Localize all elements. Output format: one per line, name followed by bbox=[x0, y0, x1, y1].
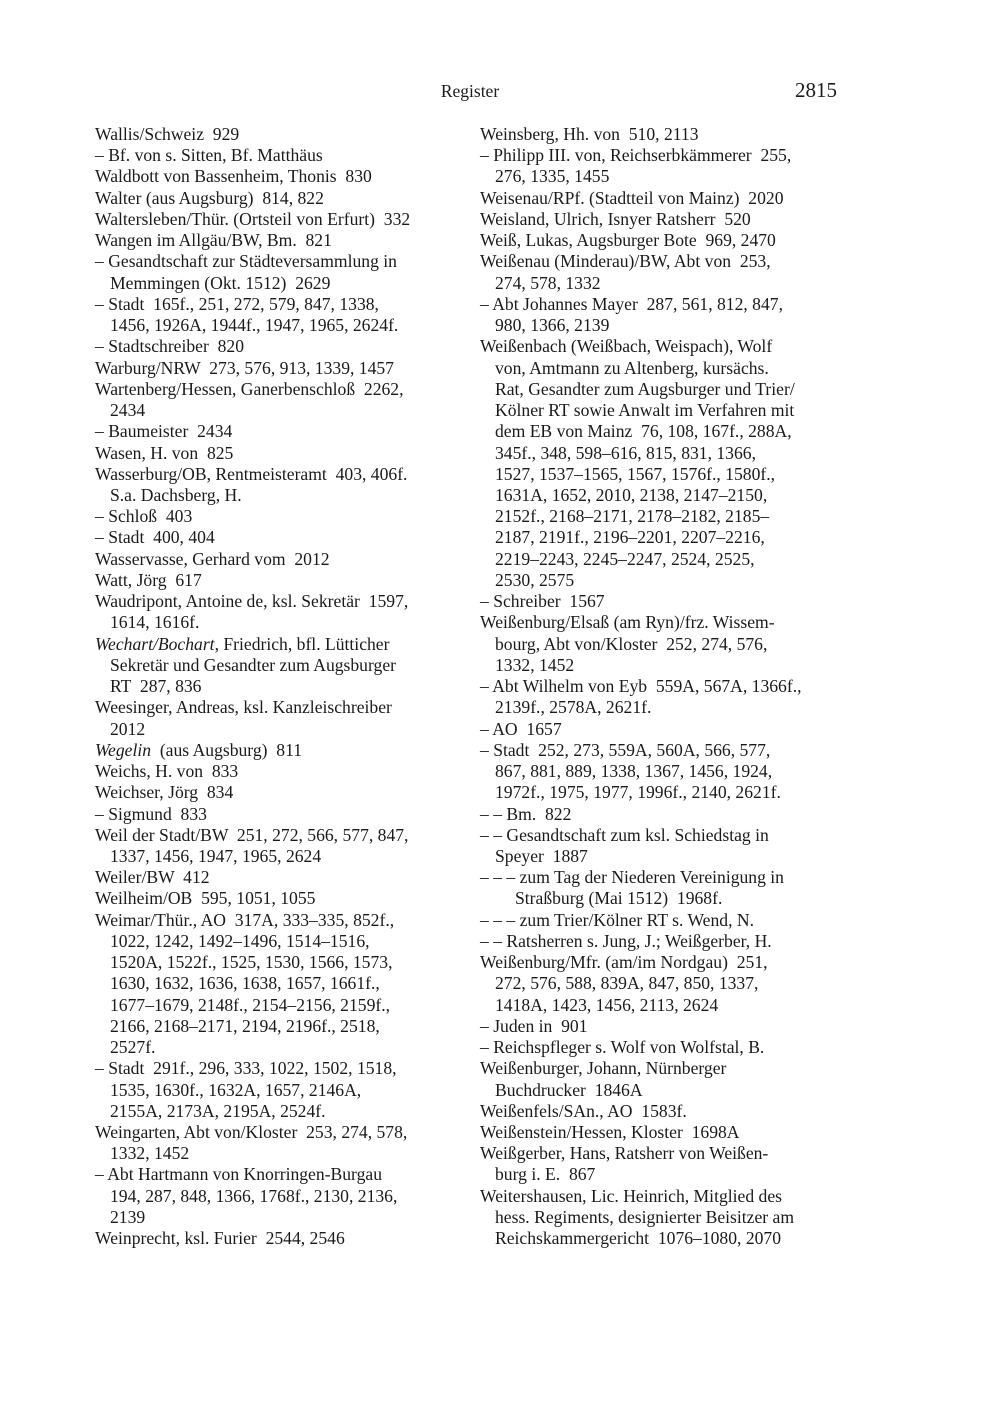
entry-text: Weiler/BW 412 bbox=[95, 867, 210, 888]
entry-text: Watt, Jörg 617 bbox=[95, 569, 202, 590]
index-entry-continuation bbox=[480, 464, 802, 485]
index-entry bbox=[95, 336, 410, 357]
entry-text: 276, 1335, 1455 bbox=[495, 166, 610, 187]
index-entry-continuation bbox=[480, 888, 802, 909]
entry-text: hess. Regiments, designierter Beisitzer am bbox=[495, 1206, 795, 1227]
index-entry-continuation bbox=[480, 761, 802, 782]
index-entry bbox=[95, 188, 410, 209]
index-entry bbox=[95, 379, 410, 400]
index-entry-continuation bbox=[480, 782, 802, 803]
index-entry bbox=[480, 740, 802, 761]
index-entry bbox=[95, 1228, 410, 1249]
index-entry bbox=[95, 145, 410, 166]
index-entry bbox=[480, 931, 802, 952]
index-entry bbox=[95, 761, 410, 782]
entry-text: 274, 578, 1332 bbox=[495, 272, 601, 293]
entry-text: Memmingen (Okt. 1512) 2629 bbox=[110, 272, 331, 293]
index-entry-continuation bbox=[480, 443, 802, 464]
entry-text: – Stadt 252, 273, 559A, 560A, 566, 577, bbox=[480, 739, 771, 760]
entry-text: Waldbott von Bassenheim, Thonis 830 bbox=[95, 166, 372, 187]
index-entry bbox=[95, 867, 410, 888]
entry-text: Speyer 1887 bbox=[495, 845, 588, 866]
entry-text: Weißenburger, Johann, Nürnberger bbox=[480, 1058, 727, 1079]
entry-text: 2527f. bbox=[110, 1037, 156, 1058]
index-entry bbox=[480, 188, 802, 209]
index-entry-continuation bbox=[480, 1080, 802, 1101]
entry-text: – Sigmund 833 bbox=[95, 803, 207, 824]
entry-text: 1527, 1537–1565, 1567, 1576f., 1580f., bbox=[495, 463, 776, 484]
index-entry bbox=[95, 527, 410, 548]
entry-text: Weinsberg, Hh. von 510, 2113 bbox=[480, 124, 699, 144]
entry-text: Buchdrucker 1846A bbox=[495, 1079, 643, 1100]
entry-text: 1677–1679, 2148f., 2154–2156, 2159f., bbox=[110, 994, 391, 1015]
index-entry bbox=[480, 336, 802, 357]
entry-text: Rat, Gesandter zum Augsburger und Trier/ bbox=[495, 378, 795, 399]
entry-text: 1535, 1630f., 1632A, 1657, 2146A, bbox=[110, 1079, 362, 1100]
entry-text: Wasservasse, Gerhard vom 2012 bbox=[95, 548, 330, 569]
entry-text: – Juden in 901 bbox=[480, 1015, 588, 1036]
entry-text: S.a. Dachsberg, H. bbox=[110, 484, 242, 505]
entry-text: – Gesandtschaft zur Städteversammlung in bbox=[95, 251, 397, 272]
index-column-right bbox=[480, 124, 802, 1249]
index-entry bbox=[95, 570, 410, 591]
index-entry-continuation bbox=[95, 273, 410, 294]
entry-text: Waudripont, Antoine de, ksl. Sekretär 1597, bbox=[95, 591, 409, 612]
index-entry bbox=[480, 209, 802, 230]
entry-text: – Stadtschreiber 820 bbox=[95, 336, 245, 357]
index-entry-continuation bbox=[95, 612, 410, 633]
index-entry-continuation bbox=[95, 931, 410, 952]
index-entry-continuation bbox=[480, 400, 802, 421]
entry-text: Weißenstein/Hessen, Kloster 1698A bbox=[480, 1122, 740, 1143]
entry-text: , Friedrich, bfl. Lütticher bbox=[214, 633, 390, 654]
index-entry-continuation bbox=[480, 1164, 802, 1185]
index-entry bbox=[480, 804, 802, 825]
entry-text: Weißenburg/Mfr. (am/im Nordgau) 251, bbox=[480, 952, 768, 973]
index-entry bbox=[480, 867, 802, 888]
index-entry-continuation bbox=[95, 1143, 410, 1164]
entry-text: 2152f., 2168–2171, 2178–2182, 2185– bbox=[495, 506, 770, 527]
entry-text: – Abt Wilhelm von Eyb 559A, 567A, 1366f., bbox=[480, 676, 802, 697]
entry-text: – Stadt 291f., 296, 333, 1022, 1502, 1518, bbox=[95, 1058, 397, 1079]
index-entry bbox=[480, 1101, 802, 1122]
index-entry bbox=[95, 1164, 410, 1185]
entry-text: Weißenbach (Weißbach, Weispach), Wolf bbox=[480, 336, 773, 357]
index-entry bbox=[95, 230, 410, 251]
entry-text: Weingarten, Abt von/Kloster 253, 274, 578, bbox=[95, 1122, 408, 1143]
entry-text: bourg, Abt von/Kloster 252, 274, 576, bbox=[495, 633, 768, 654]
index-entry-continuation bbox=[95, 1207, 410, 1228]
index-entry bbox=[480, 719, 802, 740]
index-entry bbox=[480, 251, 802, 272]
entry-text: Weisland, Ulrich, Isnyer Ratsherr 520 bbox=[480, 208, 751, 229]
entry-text: Weisenau/RPf. (Stadtteil von Mainz) 2020 bbox=[480, 187, 784, 208]
entry-text: 980, 1366, 2139 bbox=[495, 315, 610, 336]
index-entry bbox=[95, 124, 410, 145]
index-entry-continuation bbox=[480, 358, 802, 379]
index-entry-continuation bbox=[480, 485, 802, 506]
index-entry-continuation bbox=[480, 570, 802, 591]
entry-text: 867, 881, 889, 1338, 1367, 1456, 1924, bbox=[495, 761, 773, 782]
entry-text: 1631A, 1652, 2010, 2138, 2147–2150, bbox=[495, 484, 768, 505]
index-entry bbox=[95, 591, 410, 612]
entry-text: – Baumeister 2434 bbox=[95, 421, 233, 442]
entry-text: Weiß, Lukas, Augsburger Bote 969, 2470 bbox=[480, 230, 776, 251]
entry-text: – Schloß 403 bbox=[95, 506, 193, 527]
index-entry bbox=[95, 825, 410, 846]
page-number: 2815 bbox=[795, 78, 837, 102]
index-entry bbox=[95, 740, 410, 761]
entry-text: – Bf. von s. Sitten, Bf. Matthäus bbox=[95, 145, 323, 166]
index-entry bbox=[480, 1143, 802, 1164]
index-entry-continuation bbox=[95, 995, 410, 1016]
index-entry-continuation bbox=[480, 421, 802, 442]
index-entry-continuation bbox=[480, 634, 802, 655]
entry-text: – – Gesandtschaft zum ksl. Schiedstag in bbox=[480, 824, 769, 845]
entry-text: – – Ratsherren s. Jung, J.; Weißgerber, H. bbox=[480, 930, 772, 951]
index-entry-continuation bbox=[480, 846, 802, 867]
index-entry bbox=[95, 910, 410, 931]
index-entry bbox=[95, 294, 410, 315]
entry-text: Wallis/Schweiz 929 bbox=[95, 124, 240, 144]
index-entry bbox=[480, 230, 802, 251]
entry-text: 2166, 2168–2171, 2194, 2196f., 2518, bbox=[110, 1015, 380, 1036]
entry-text: 2139 bbox=[110, 1206, 146, 1227]
entry-text: Waltersleben/Thür. (Ortsteil von Erfurt) 332 bbox=[95, 208, 411, 229]
entry-text: – Stadt 400, 404 bbox=[95, 527, 215, 548]
entry-text: – Abt Hartmann von Knorringen-Burgau bbox=[95, 1164, 382, 1185]
entry-text: Weichs, H. von 833 bbox=[95, 761, 239, 782]
index-entry bbox=[95, 166, 410, 187]
index-entry bbox=[95, 506, 410, 527]
entry-text: 1332, 1452 bbox=[110, 1143, 190, 1164]
entry-text: Warburg/NRW 273, 576, 913, 1339, 1457 bbox=[95, 357, 394, 378]
entry-text: Weißenau (Minderau)/BW, Abt von 253, bbox=[480, 251, 771, 272]
entry-text: – Reichspfleger s. Wolf von Wolfstal, B. bbox=[480, 1037, 765, 1058]
index-entry-continuation bbox=[480, 166, 802, 187]
index-entry bbox=[95, 1058, 410, 1079]
index-entry-continuation bbox=[95, 676, 410, 697]
index-entry bbox=[480, 145, 802, 166]
index-entry bbox=[95, 421, 410, 442]
entry-text: – Philipp III. von, Reichserbkämmerer 255, bbox=[480, 145, 792, 166]
entry-text: Wangen im Allgäu/BW, Bm. 821 bbox=[95, 230, 332, 251]
index-entry-continuation bbox=[480, 973, 802, 994]
index-entry bbox=[480, 591, 802, 612]
index-entry bbox=[480, 952, 802, 973]
italic-name: Wegelin bbox=[95, 739, 152, 760]
italic-name: Wechart/Bochart bbox=[95, 633, 215, 654]
running-header: Register bbox=[440, 81, 500, 101]
index-entry-continuation bbox=[480, 315, 802, 336]
index-entry bbox=[95, 634, 410, 655]
entry-text: 2155A, 2173A, 2195A, 2524f. bbox=[110, 1100, 326, 1121]
index-entry-continuation bbox=[95, 846, 410, 867]
index-entry bbox=[95, 804, 410, 825]
index-entry-continuation bbox=[480, 995, 802, 1016]
index-entry bbox=[95, 697, 410, 718]
entry-text: Weil der Stadt/BW 251, 272, 566, 577, 847, bbox=[95, 824, 409, 845]
index-entry bbox=[95, 549, 410, 570]
entry-text: 2219–2243, 2245–2247, 2524, 2525, bbox=[495, 548, 755, 569]
index-entry bbox=[95, 358, 410, 379]
entry-text: 345f., 348, 598–616, 815, 831, 1366, bbox=[495, 442, 756, 463]
index-entry bbox=[95, 782, 410, 803]
index-entry-continuation bbox=[95, 719, 410, 740]
entry-text: – – Bm. 822 bbox=[480, 803, 572, 824]
entry-text: Weißgerber, Hans, Ratsherr von Weißen- bbox=[480, 1143, 769, 1164]
entry-text: von, Amtmann zu Altenberg, kursächs. bbox=[495, 357, 769, 378]
entry-text: – – – zum Tag der Niederen Vereinigung in bbox=[480, 867, 784, 888]
entry-text: 2434 bbox=[110, 400, 146, 421]
index-entry-continuation bbox=[480, 506, 802, 527]
index-entry bbox=[480, 124, 802, 145]
index-entry bbox=[480, 612, 802, 633]
index-entry-continuation bbox=[95, 973, 410, 994]
index-entry bbox=[95, 464, 410, 485]
entry-text: Kölner RT sowie Anwalt im Verfahren mit bbox=[495, 400, 795, 421]
index-entry bbox=[480, 1037, 802, 1058]
entry-text: 2187, 2191f., 2196–2201, 2207–2216, bbox=[495, 527, 765, 548]
index-entry bbox=[480, 910, 802, 931]
entry-text: Weißenburg/Elsaß (am Ryn)/frz. Wissem- bbox=[480, 612, 775, 633]
entry-text: 272, 576, 588, 839A, 847, 850, 1337, bbox=[495, 973, 759, 994]
entry-text: Weitershausen, Lic. Heinrich, Mitglied des bbox=[480, 1185, 782, 1206]
index-entry bbox=[480, 1016, 802, 1037]
entry-text: Weimar/Thür., AO 317A, 333–335, 852f., bbox=[95, 909, 395, 930]
entry-text: 1456, 1926A, 1944f., 1947, 1965, 2624f. bbox=[110, 315, 399, 336]
entry-text: 2530, 2575 bbox=[495, 569, 575, 590]
entry-text: Weinprecht, ksl. Furier 2544, 2546 bbox=[95, 1228, 345, 1249]
index-entry-continuation bbox=[95, 400, 410, 421]
index-entry bbox=[95, 209, 410, 230]
entry-text: 1337, 1456, 1947, 1965, 2624 bbox=[110, 845, 322, 866]
entry-text: 1614, 1616f. bbox=[110, 612, 200, 633]
entry-text: – – – zum Trier/Kölner RT s. Wend, N. bbox=[480, 909, 754, 930]
entry-text: (aus Augsburg) 811 bbox=[151, 739, 303, 760]
entry-text: – Schreiber 1567 bbox=[480, 591, 605, 612]
entry-text: Wartenberg/Hessen, Ganerbenschloß 2262, bbox=[95, 378, 404, 399]
index-entry bbox=[95, 1122, 410, 1143]
entry-text: Weesinger, Andreas, ksl. Kanzleischreiber bbox=[95, 697, 392, 718]
index-entry-continuation bbox=[480, 1228, 802, 1249]
index-entry-continuation bbox=[95, 1016, 410, 1037]
entry-text: Wasen, H. von 825 bbox=[95, 442, 234, 463]
entry-text: Sekretär und Gesandter zum Augsburger bbox=[110, 654, 396, 675]
index-entry-continuation bbox=[95, 1080, 410, 1101]
entry-text: Weichser, Jörg 834 bbox=[95, 782, 234, 803]
index-entry-continuation bbox=[95, 315, 410, 336]
index-entry-continuation bbox=[95, 1186, 410, 1207]
entry-text: – AO 1657 bbox=[480, 718, 562, 739]
entry-text: Walter (aus Augsburg) 814, 822 bbox=[95, 187, 324, 208]
index-entry-continuation bbox=[95, 485, 410, 506]
index-entry-continuation bbox=[95, 655, 410, 676]
index-entry bbox=[480, 294, 802, 315]
index-entry bbox=[480, 1122, 802, 1143]
index-entry bbox=[480, 1058, 802, 1079]
index-entry-continuation bbox=[480, 697, 802, 718]
entry-text: dem EB von Mainz 76, 108, 167f., 288A, bbox=[495, 421, 792, 442]
index-entry bbox=[95, 443, 410, 464]
index-entry bbox=[480, 1186, 802, 1207]
index-entry-continuation bbox=[95, 1101, 410, 1122]
index-entry bbox=[95, 888, 410, 909]
entry-text: Weilheim/OB 595, 1051, 1055 bbox=[95, 888, 316, 909]
index-entry bbox=[95, 251, 410, 272]
entry-text: 1520A, 1522f., 1525, 1530, 1566, 1573, bbox=[110, 952, 393, 973]
index-column-left bbox=[95, 124, 410, 1249]
entry-text: 2139f., 2578A, 2621f. bbox=[495, 697, 652, 718]
index-entry-continuation bbox=[480, 655, 802, 676]
entry-text: 2012 bbox=[110, 718, 146, 739]
index-entry-continuation bbox=[95, 1037, 410, 1058]
entry-text: RT 287, 836 bbox=[110, 676, 202, 697]
index-entry-continuation bbox=[480, 1207, 802, 1228]
entry-text: 1332, 1452 bbox=[495, 654, 575, 675]
entry-text: Straßburg (Mai 1512) 1968f. bbox=[515, 888, 723, 909]
entry-text: Reichskammergericht 1076–1080, 2070 bbox=[495, 1228, 782, 1249]
entry-text: – Stadt 165f., 251, 272, 579, 847, 1338, bbox=[95, 293, 379, 314]
entry-text: 1022, 1242, 1492–1496, 1514–1516, bbox=[110, 930, 370, 951]
index-entry bbox=[480, 825, 802, 846]
index-entry-continuation bbox=[480, 273, 802, 294]
index-entry-continuation bbox=[95, 952, 410, 973]
index-entry-continuation bbox=[480, 379, 802, 400]
index-entry-continuation bbox=[480, 549, 802, 570]
entry-text: Wasserburg/OB, Rentmeisteramt 403, 406f. bbox=[95, 463, 408, 484]
entry-text: Weißenfels/SAn., AO 1583f. bbox=[480, 1100, 687, 1121]
entry-text: 194, 287, 848, 1366, 1768f., 2130, 2136, bbox=[110, 1185, 398, 1206]
entry-text: – Abt Johannes Mayer 287, 561, 812, 847, bbox=[480, 293, 783, 314]
entry-text: 1418A, 1423, 1456, 2113, 2624 bbox=[495, 994, 719, 1015]
index-entry bbox=[480, 676, 802, 697]
entry-text: 1972f., 1975, 1977, 1996f., 2140, 2621f. bbox=[495, 782, 781, 803]
entry-text: burg i. E. 867 bbox=[495, 1164, 596, 1185]
entry-text: 1630, 1632, 1636, 1638, 1657, 1661f., bbox=[110, 973, 380, 994]
index-entry-continuation bbox=[480, 527, 802, 548]
